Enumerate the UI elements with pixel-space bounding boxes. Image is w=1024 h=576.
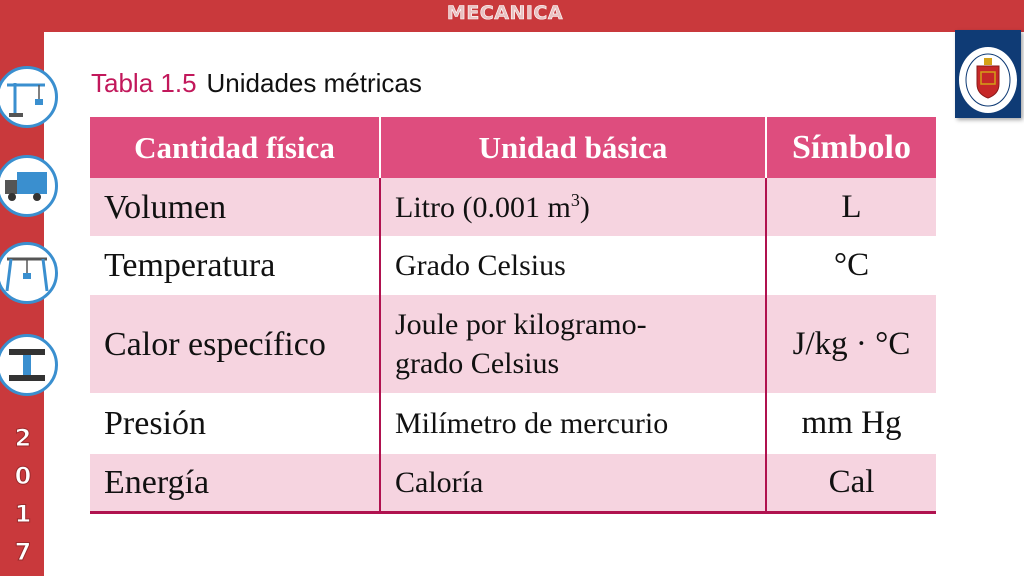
header-title: MECANICA — [446, 2, 564, 24]
table-row — [90, 178, 936, 236]
column-header: Símbolo — [766, 117, 936, 178]
university-logo — [955, 30, 1021, 118]
unit-line: Joule por kilogramo- — [395, 308, 647, 341]
unit-line: grado Celsius — [395, 347, 560, 380]
year-digit: 2 — [14, 424, 32, 452]
quantity-cell: Energía — [90, 454, 380, 512]
unit-cell — [380, 178, 766, 236]
table-row — [90, 236, 936, 295]
unit-text: Litro (0.001 m — [395, 190, 571, 224]
table-header-row — [90, 117, 936, 178]
table-title: Unidades métricas — [206, 68, 422, 98]
unit-cell: Grado Celsius — [380, 236, 766, 295]
symbol-cell: Cal — [766, 454, 936, 512]
symbol-cell: mm Hg — [766, 393, 936, 454]
year-digit: 1 — [14, 500, 32, 528]
table-caption — [91, 68, 422, 99]
metric-units-table — [90, 117, 936, 514]
quantity-cell: Temperatura — [90, 236, 380, 295]
table-row — [90, 454, 936, 512]
gantry-crane-icon — [0, 242, 58, 304]
i-beam-icon — [0, 334, 58, 396]
table-row — [90, 295, 936, 393]
unit-cell: Milímetro de mercurio — [380, 393, 766, 454]
table-row — [90, 393, 936, 454]
symbol-cell: °C — [766, 236, 936, 295]
table-number: Tabla 1.5 — [91, 68, 197, 98]
quantity-cell: Volumen — [90, 178, 380, 236]
symbol-cell: L — [766, 178, 936, 236]
quantity-cell: Calor específico — [90, 295, 380, 393]
unit-text-tail: ) — [579, 190, 590, 224]
column-header: Unidad básica — [380, 117, 766, 178]
year-digit: 7 — [14, 538, 32, 566]
symbol-cell: J/kg · °C — [766, 295, 936, 393]
unit-cell — [380, 295, 766, 393]
truck-icon — [0, 155, 58, 217]
unit-cell: Caloría — [380, 454, 766, 512]
year-digit: 0 — [14, 462, 32, 490]
quantity-cell: Presión — [90, 393, 380, 454]
column-header: Cantidad física — [90, 117, 380, 178]
unit-superscript: 3 — [570, 189, 580, 210]
tower-crane-icon — [0, 66, 58, 128]
